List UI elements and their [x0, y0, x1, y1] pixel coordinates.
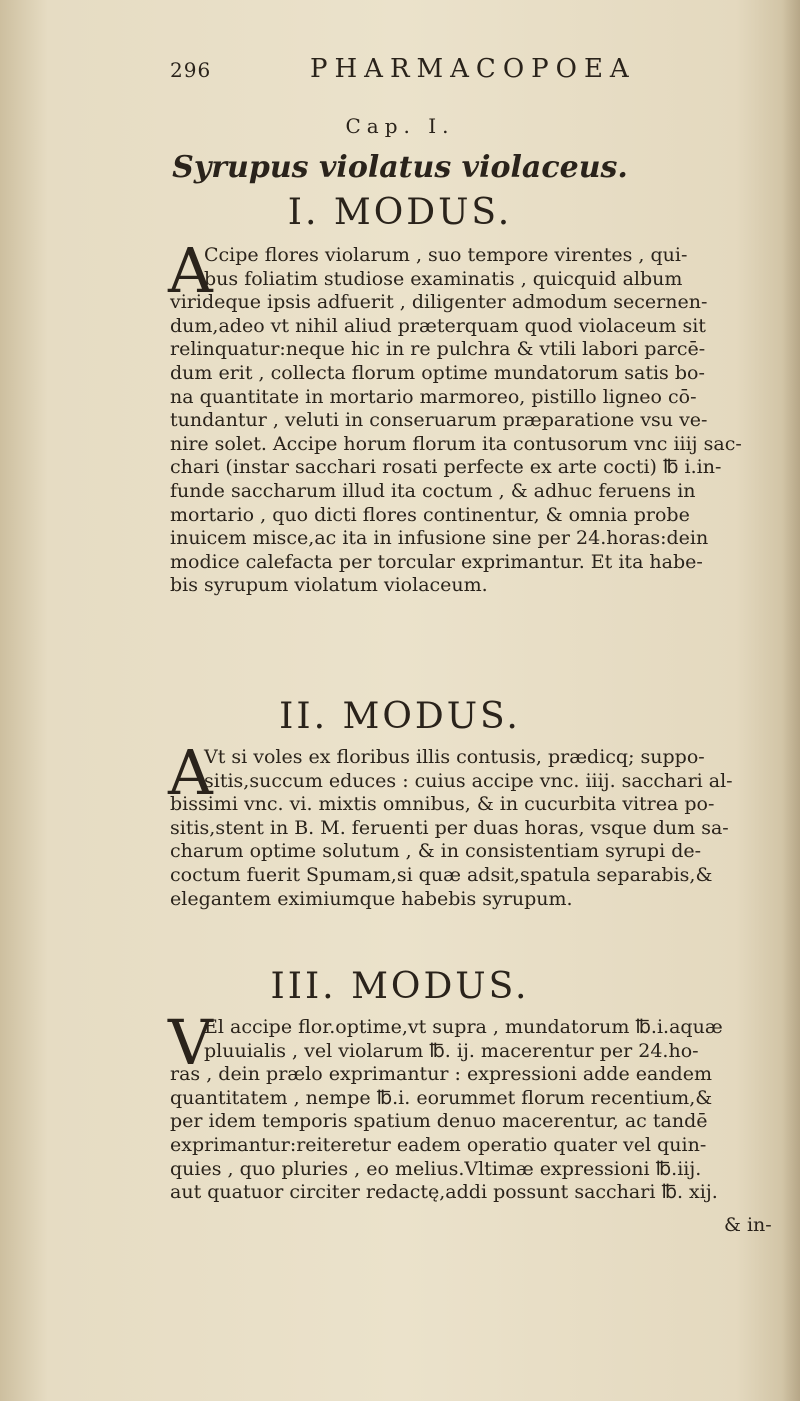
- text-line: Vt si voles ex floribus illis contusis, prædicq; suppo-: [204, 746, 705, 768]
- text-line: virideque ipsis adfuerit , diligenter admodum secernen-: [170, 291, 708, 314]
- page-header: [170, 52, 650, 92]
- section-body: [170, 746, 790, 911]
- text-line: bus foliatim studiose examinatis , quicquid album: [204, 267, 683, 290]
- page-number: 296: [170, 58, 212, 82]
- text-line: mortario , quo dicti flores continentur, & omnia probe: [170, 503, 690, 526]
- text-line: dum,adeo vt nihil aliud præterquam quod violaceum sit: [170, 314, 706, 337]
- text-line: sitis,stent in B. M. feruenti per duas horas, vsque dum sa-: [170, 816, 729, 839]
- catchword: & in-: [724, 1214, 772, 1236]
- text-line: quies , quo pluries , eo melius.Vltimæ expressioni ℔.iij.: [170, 1157, 702, 1180]
- text-line: relinquatur:neque hic in re pulchra & vtili labori parcē-: [170, 338, 706, 361]
- chapter-heading: Cap. I.: [345, 114, 455, 138]
- text-line: Ccipe flores violarum , suo tempore virentes , qui-: [204, 244, 688, 266]
- text-line: inuicem misce,ac ita in infusione sine per 24.horas:dein: [170, 527, 709, 550]
- text-line: quantitatem , nempe ℔.i. eorummet florum recentium,&: [170, 1086, 713, 1109]
- text-line: na quantitate in mortario marmoreo, pistillo ligneo cō-: [170, 385, 697, 408]
- text-line: funde saccharum illud ita coctum , & adhuc feruens in: [170, 479, 696, 502]
- drop-cap: A: [168, 234, 213, 307]
- text-line: modice calefacta per torcular exprimantur. Et ita habe-: [170, 550, 703, 573]
- drop-cap: V: [168, 1006, 213, 1079]
- text-line: pluuialis , vel violarum ℔. ij. macerentur per 24.ho-: [204, 1039, 699, 1062]
- drop-cap: A: [168, 736, 213, 809]
- text-line: per idem temporis spatium denuo macerentur, ac tandē: [170, 1110, 708, 1133]
- text-line: dum erit , collecta florum optime mundatorum satis bo-: [170, 361, 705, 384]
- text-line: nire solet. Accipe horum florum ita contusorum vnc iiij sac-: [170, 432, 742, 455]
- running-head: PHARMACOPOEA: [310, 54, 636, 84]
- text-line: sitis,succum educes : cuius accipe vnc. iiij. sacchari al-: [204, 769, 733, 792]
- text-line: coctum fuerit Spumam,si quæ adsit,spatula separabis,&: [170, 863, 713, 886]
- recipe-title: Syrupus violatus violaceus.: [172, 150, 628, 185]
- section-heading: I. MODUS.: [287, 192, 513, 233]
- text-line: charum optime solutum , & in consistentiam syrupi de-: [170, 840, 702, 863]
- text-line: aut quatuor circiter redactę,addi possunt sacchari ℔. xij.: [170, 1181, 718, 1204]
- text-line: El accipe flor.optime,vt supra , mundatorum ℔.i.aquæ: [204, 1016, 723, 1038]
- section-body: [170, 244, 790, 598]
- text-line: bis syrupum violatum violaceum.: [170, 574, 488, 597]
- text-line: elegantem eximiumque habebis syrupum.: [170, 887, 573, 910]
- section-heading: III. MODUS.: [270, 966, 530, 1007]
- text-line: ras , dein prælo exprimantur : expressioni adde eandem: [170, 1063, 712, 1086]
- section-body: [170, 1016, 790, 1205]
- text-line: bissimi vnc. vi. mixtis omnibus, & in cucurbita vitrea po-: [170, 793, 715, 816]
- text-line: exprimantur:reiteretur eadem operatio quater vel quin-: [170, 1133, 707, 1156]
- section-heading: II. MODUS.: [279, 696, 521, 737]
- text-line: chari (instar sacchari rosati perfecte ex arte cocti) ℔ i.in-: [170, 456, 722, 479]
- text-line: tundantur , veluti in conseruarum præparatione vsu ve-: [170, 409, 708, 432]
